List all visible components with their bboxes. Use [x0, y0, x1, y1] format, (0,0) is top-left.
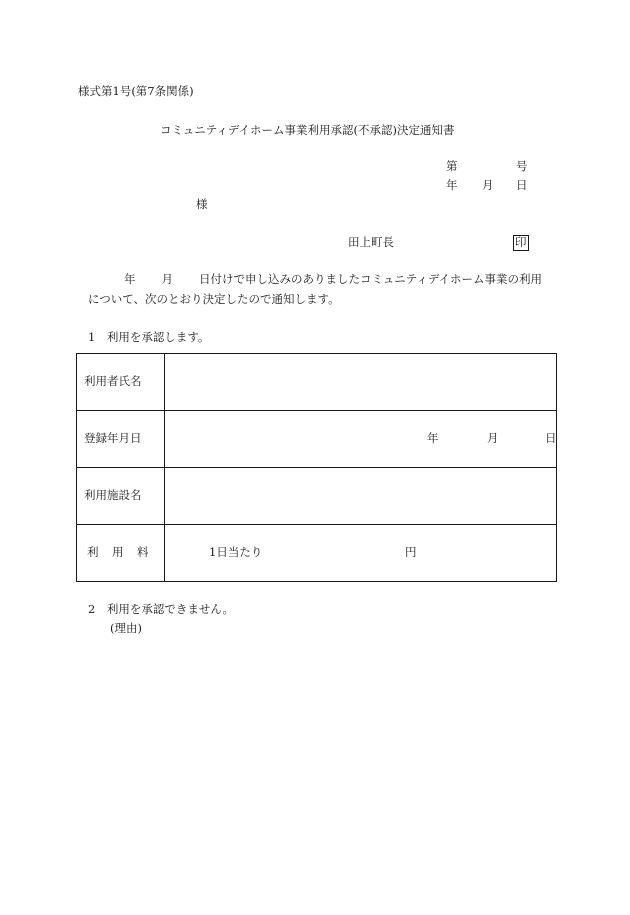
- fee-unit-label: 円: [405, 545, 417, 559]
- fee-label-char-2: 用: [112, 545, 124, 559]
- fee-label-char-3: 料: [137, 545, 149, 559]
- body-line-2: について、次のとおり決定したので通知します。: [88, 292, 340, 306]
- table-row-fee: [77, 525, 557, 582]
- fee-label-char-1: 利: [87, 545, 99, 559]
- body-month-label: 月: [161, 272, 173, 286]
- facility-value: [165, 468, 557, 525]
- body-line-1-text: 日付けで申し込みのありましたコミュニティデイホーム事業の利用: [199, 272, 543, 286]
- item-1-approved: 1 利用を承認します。: [88, 330, 210, 344]
- body-year-label: 年: [124, 272, 136, 286]
- issuer-name: 田上町長: [348, 235, 394, 249]
- table-row-facility: [77, 468, 557, 525]
- reason-label: (理由): [110, 621, 142, 635]
- table-row-user-name: [77, 354, 557, 411]
- doc-number-suffix: 号: [516, 159, 528, 173]
- body-line-1: [124, 274, 542, 286]
- fee-value: [165, 525, 557, 582]
- document-title: コミュニティデイホーム事業利用承認(不承認)決定通知書: [160, 123, 455, 137]
- fee-label: [77, 525, 165, 582]
- addressee-suffix: 様: [196, 197, 208, 211]
- registration-label: 登録年月日: [77, 411, 165, 468]
- registration-year-label: 年: [427, 431, 439, 445]
- facility-label: 利用施設名: [77, 468, 165, 525]
- date-month-label: 月: [482, 178, 494, 192]
- approval-table: [76, 353, 557, 582]
- item-2-not-approved: 2 利用を承認できません。: [88, 602, 235, 616]
- fee-per-day-label: 1日当たり: [209, 545, 263, 559]
- form-number: 様式第1号(第7条関係): [78, 84, 194, 98]
- table-row-registration: [77, 411, 557, 468]
- registration-value: [165, 411, 557, 468]
- registration-month-label: 月: [487, 431, 499, 445]
- registration-day-label: 日: [545, 431, 557, 445]
- user-name-label: 利用者氏名: [77, 354, 165, 411]
- doc-number-prefix: 第: [446, 159, 458, 173]
- date-year-label: 年: [446, 178, 458, 192]
- seal-mark: 印: [515, 235, 527, 249]
- date-day-label: 日: [516, 178, 528, 192]
- user-name-value: [165, 354, 557, 411]
